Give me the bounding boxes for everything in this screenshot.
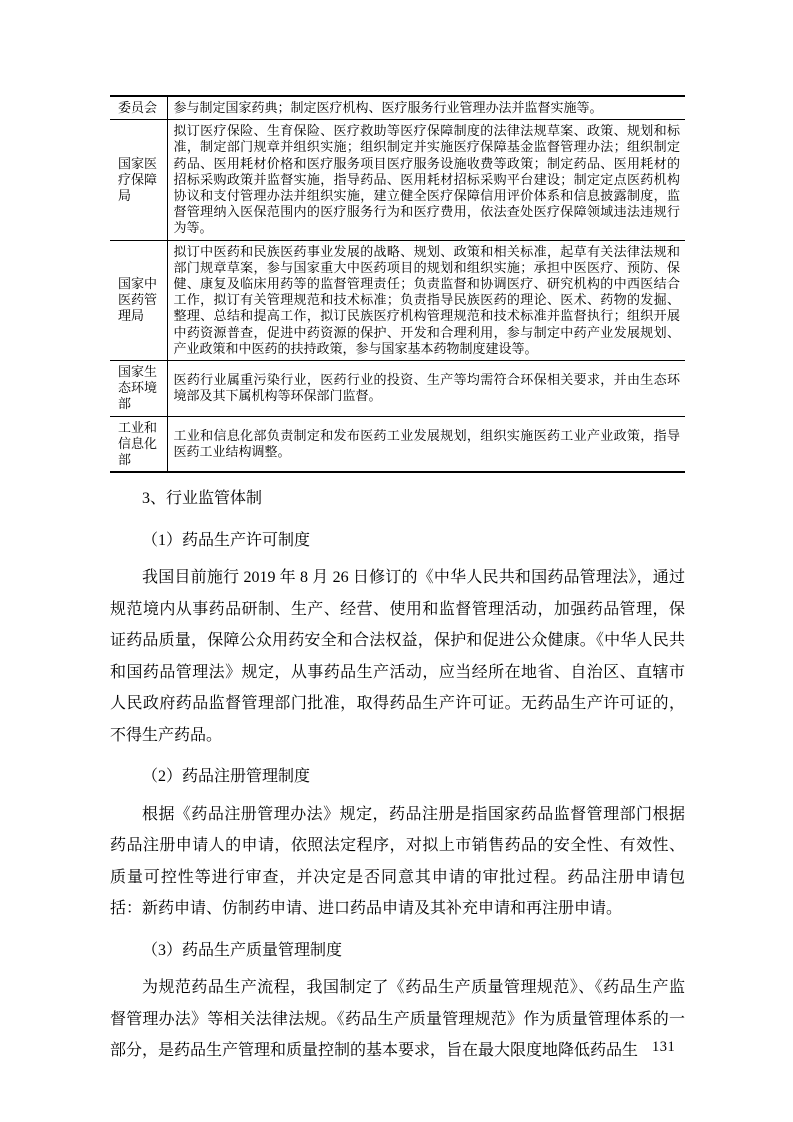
page-number: 131 (652, 1039, 676, 1055)
agency-duties-cell: 拟订中医药和民族医药事业发展的战略、规划、政策和相关标准，起草有关法律法规和部门规章草案，参与国家重大中医药项目的规划和组织实施；承担中医医疗、预防、保健、康复及临床用药等的监督管理责任；负责监督和协调医疗、研究机构的中西医结合工作，拟订有关管理规范和技术标准；负责指导民族医药的理论、医术、药物的发掘、整理、总结和提高工作，拟订民族医疗机构管理规范和技术标准并监督执行；组织开展中药资源普查，促进中药资源的保护、开发和合理利用，参与制定中药产业发展规划、产业政策和中医药的扶持政策，参与国家基本药物制度建设等。 (167, 240, 685, 360)
subsection-heading-3: （3）药品生产质量管理制度 (142, 941, 343, 959)
subsection-heading-2: （2）药品注册管理制度 (142, 768, 311, 786)
table-row (110, 120, 685, 240)
regulators-table (110, 95, 685, 473)
table-row (110, 416, 685, 472)
subsection-heading-1: （1）药品生产许可制度 (142, 531, 311, 549)
agency-name-cell: 委员会 (110, 96, 167, 120)
agency-name-cell: 工业和信息化部 (110, 416, 167, 472)
agency-duties-cell: 拟订医疗保险、生育保险、医疗救助等医疗保障制度的法律法规草案、政策、规划和标准，制定部门规章并组织实施；组织制定并实施医疗保障基金监督管理办法；组织制定药品、医用耗材价格和医疗服务项目医疗服务设施收费等政策；制定药品、医用耗材的招标采购政策并监督实施，指导药品、医用耗材招标采购平台建设；制定定点医药机构协议和支付管理办法并组织实施，建立健全医疗保障信用评价体系和信息披露制度，监督管理纳入医保范围内的医疗服务行为和医疗费用，依法查处医疗保障领域违法违规行为等。 (167, 120, 685, 240)
agency-duties-cell: 工业和信息化部负责制定和发布医药工业发展规划，组织实施医药工业产业政策，指导医药工业结构调整。 (167, 416, 685, 472)
document-page (110, 95, 685, 1067)
table-row (110, 240, 685, 360)
agency-name-cell: 国家医疗保障局 (110, 120, 167, 240)
paragraph-license-system: 我国目前施行 2019 年 8 月 26 日修订的《中华人民共和国药品管理法》，通过规范境内从事药品研制、生产、经营、使用和监督管理活动，加强药品管理，保证药品质量，保障公众用药安全和合法权益，保护和促进公众健康。《中华人民共和国药品管理法》规定，从事药品生产活动，应当经所在地省、自治区、直辖市人民政府药品监督管理部门批准，取得药品生产许可证。无药品生产许可证的，不得生产药品。 (110, 569, 685, 744)
body-text (110, 483, 685, 1067)
agency-name-cell: 国家生态环境部 (110, 361, 167, 417)
section-heading: 3、行业监管体制 (142, 490, 263, 508)
agency-duties-cell: 参与制定国家药典；制定医疗机构、医疗服务行业管理办法并监督实施等。 (173, 100, 603, 115)
paragraph-registration-system: 根据《药品注册管理办法》规定，药品注册是指国家药品监督管理部门根据药品注册申请人的申请，依照法定程序，对拟上市销售药品的安全性、有效性、质量可控性等进行审查，并决定是否同意其申请的审批过程。药品注册申请包括：新药申请、仿制药申请、进口药品申请及其补充申请和再注册申请。 (110, 805, 685, 918)
agency-name-cell: 国家中医药管理局 (110, 240, 167, 360)
agency-duties-cell: 医药行业属重污染行业，医药行业的投资、生产等均需符合环保相关要求，并由生态环境部及其下属机构等环保部门监督。 (167, 361, 685, 417)
table-row (110, 96, 685, 120)
table-row (110, 361, 685, 417)
paragraph-gmp-system: 为规范药品生产流程，我国制定了《药品生产质量管理规范》、《药品生产监督管理办法》等相关法律法规。《药品生产质量管理规范》作为质量管理体系的一部分，是药品生产管理和质量控制的基本要求，旨在最大限度地降低药品生 (110, 979, 685, 1060)
